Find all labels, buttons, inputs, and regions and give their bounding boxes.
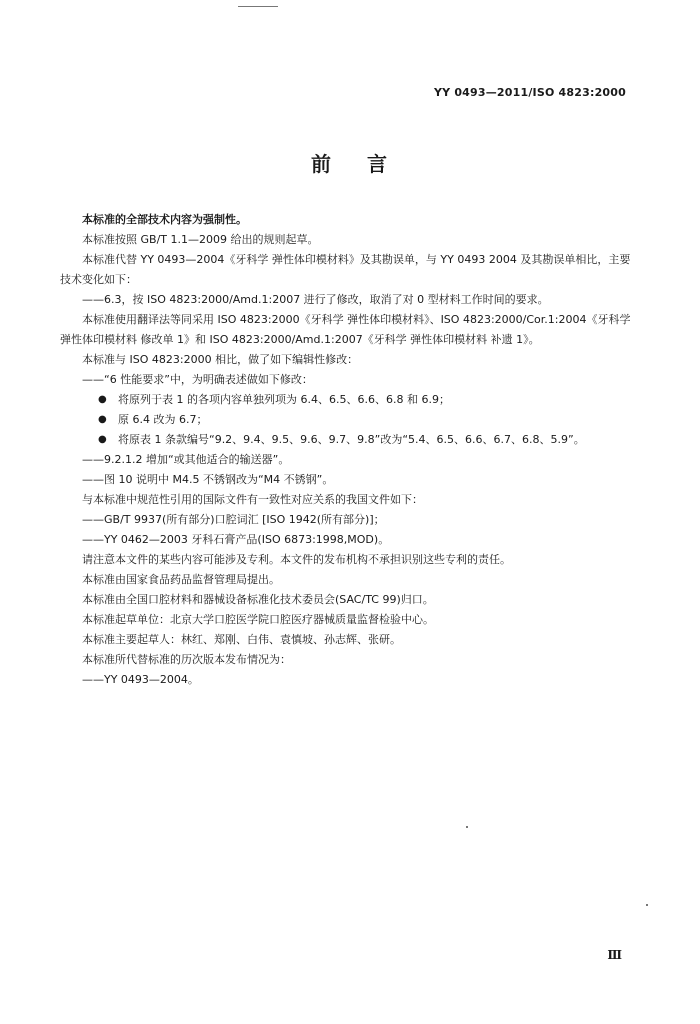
foreword-paragraph: 本标准起草单位：北京大学口腔医学院口腔医疗器械质量监督检验中心。 (82, 613, 434, 626)
scan-speck (646, 904, 648, 906)
bullet-item (60, 430, 636, 450)
page-number: Ⅲ (607, 948, 622, 962)
bullet-dot-icon: ● (98, 414, 107, 425)
bullet-dot-icon: ● (98, 434, 107, 445)
foreword-paragraph: ——YY 0462—2003 牙科石膏产品(ISO 6873:1998,MOD)。 (82, 533, 390, 546)
foreword-paragraph: 本标准使用翻译法等同采用 ISO 4823:2000《牙科学 弹性体印模材料》、ISO 4823:2000/Cor.1:2004《牙科学 弹性体印模材料 修改单 1》和 ISO 4823:2000/Amd.1:2007《牙科学 弹性体印模材料 补遗 1》。 (60, 313, 631, 346)
bullet-item (60, 390, 636, 410)
title-char-2: 言 (367, 152, 389, 176)
scan-speck (466, 826, 468, 828)
page-title (0, 148, 700, 177)
foreword-paragraph: ——“6 性能要求”中，为明确表述做如下修改： (82, 373, 313, 386)
foreword-paragraph: 本标准所代替标准的历次版本发布情况为： (82, 653, 291, 666)
scan-speck (238, 6, 278, 7)
foreword-paragraph: ——9.2.1.2 增加“或其他适合的输送器”。 (82, 453, 290, 466)
foreword-paragraph: 本标准代替 YY 0493—2004《牙科学 弹性体印模材料》及其勘误单，与 YY 0493 2004 及其勘误单相比，主要技术变化如下： (60, 253, 631, 286)
foreword-paragraph: 本标准由国家食品药品监督管理局提出。 (82, 573, 280, 586)
foreword-paragraph: 本标准与 ISO 4823:2000 相比，做了如下编辑性修改： (82, 353, 359, 366)
foreword-paragraph: 请注意本文件的某些内容可能涉及专利。本文件的发布机构不承担识别这些专利的责任。 (82, 553, 511, 566)
bullet-text: 将原表 1 条款编号“9.2、9.4、9.5、9.6、9.7、9.8”改为“5.4、6.5、6.6、6.7、6.8、5.9”。 (118, 433, 585, 446)
foreword-paragraph: ——图 10 说明中 M4.5 不锈钢改为“M4 不锈钢”。 (82, 473, 334, 486)
bullet-text: 原 6.4 改为 6.7； (118, 413, 208, 426)
foreword-paragraph: 本标准主要起草人：林红、郑刚、白伟、袁慎坡、孙志辉、张研。 (82, 633, 401, 646)
foreword-body (60, 210, 636, 690)
foreword-paragraph: 本标准按照 GB/T 1.1—2009 给出的规则起草。 (82, 233, 319, 246)
title-char-1: 前 (311, 152, 333, 176)
foreword-paragraph: 与本标准中规范性引用的国际文件有一致性对应关系的我国文件如下： (82, 493, 423, 506)
foreword-paragraph: ——YY 0493—2004。 (82, 673, 199, 686)
bullet-dot-icon: ● (98, 394, 107, 405)
standard-number-header: YY 0493—2011/ISO 4823:2000 (433, 86, 626, 99)
bullet-item (60, 410, 636, 430)
foreword-paragraph: 本标准由全国口腔材料和器械设备标准化技术委员会(SAC/TC 99)归口。 (82, 593, 434, 606)
foreword-paragraph: 本标准的全部技术内容为强制性。 (82, 213, 247, 226)
foreword-paragraph: ——6.3，按 ISO 4823:2000/Amd.1:2007 进行了修改，取消了对 0 型材料工作时间的要求。 (82, 293, 549, 306)
bullet-text: 将原列于表 1 的各项内容单独列项为 6.4、6.5、6.6、6.8 和 6.9； (118, 393, 450, 406)
foreword-paragraph: ——GB/T 9937(所有部分)口腔词汇 [ISO 1942(所有部分)]； (82, 513, 385, 526)
